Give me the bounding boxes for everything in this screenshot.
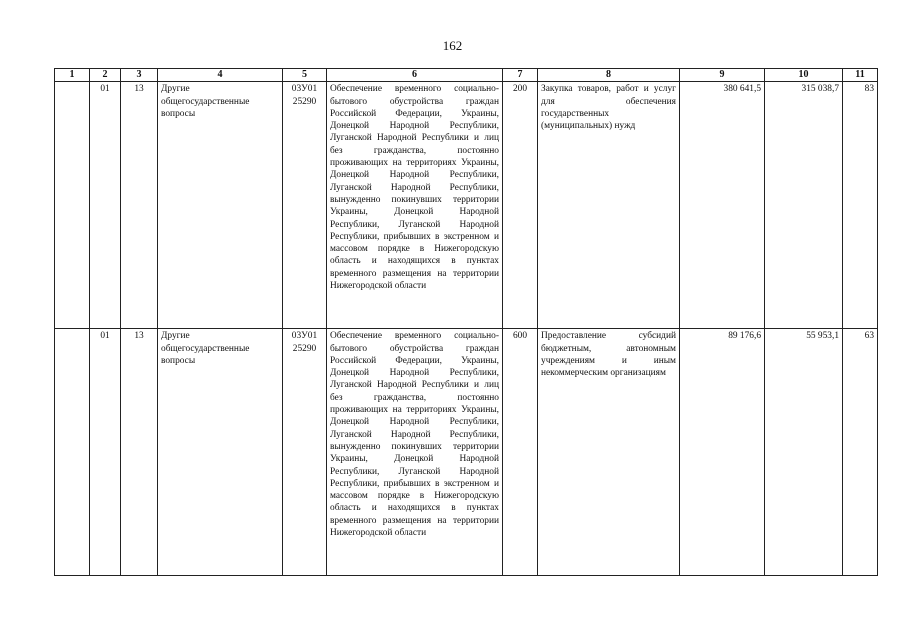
header-cell: 4 xyxy=(158,69,283,82)
header-cell: 1 xyxy=(55,69,90,82)
section-code: 01 xyxy=(90,82,121,329)
header-cell: 7 xyxy=(503,69,538,82)
header-cell: 9 xyxy=(680,69,765,82)
expense-type-code: 200 xyxy=(503,82,538,329)
amount-planned: 380 641,5 xyxy=(680,82,765,329)
header-cell: 6 xyxy=(327,69,503,82)
header-cell: 11 xyxy=(843,69,878,82)
amount-planned: 89 176,6 xyxy=(680,329,765,576)
execution-percent: 83 xyxy=(843,82,878,329)
expense-type-name: Закупка товаров, работ и услуг для обеспечения государственных (муниципальных) нужд xyxy=(538,82,680,329)
expense-type-name: Предоставление субсидий бюджетным, автономным учреждениям и иным некоммерческим организациям xyxy=(538,329,680,576)
header-cell: 10 xyxy=(765,69,843,82)
subsection-name: Другие общегосударственные вопросы xyxy=(158,329,283,576)
header-cell: 8 xyxy=(538,69,680,82)
table-row xyxy=(55,329,878,576)
amount-executed: 315 038,7 xyxy=(765,82,843,329)
table-row xyxy=(55,82,878,329)
target-article-code: 03У01 25290 xyxy=(283,82,327,329)
expense-type-code: 600 xyxy=(503,329,538,576)
target-article-name: Обеспечение временного социально-бытового обустройства граждан Российской Федерации, Украины, Донецкой Народной Республики, Луганской Народной Республики и лиц без гражданства, постоянно проживающих на территориях Украины, Донецкой Народной Республики, Луганской Народной Республики, вынужденно покинувших территории Украины, Донецкой Народной Республики, Луганской Народной Республики, прибывших в экстренном и массовом порядке в Нижегородскую область и находящихся в пунктах временного размещения на территории Нижегородской области xyxy=(327,82,503,329)
target-article-name: Обеспечение временного социально-бытового обустройства граждан Российской Федерации, Украины, Донецкой Народной Республики, Луганской Народной Республики и лиц без гражданства, постоянно проживающих на территориях Украины, Донецкой Народной Республики, Луганской Народной Республики, вынужденно покинувших территории Украины, Донецкой Народной Республики, Луганской Народной Республики, прибывших в экстренном и массовом порядке в Нижегородскую область и находящихся в пунктах временного размещения на территории Нижегородской области xyxy=(327,329,503,576)
header-cell: 3 xyxy=(121,69,158,82)
header-row xyxy=(55,69,878,82)
row-number-cell xyxy=(55,82,90,329)
budget-table xyxy=(54,68,878,576)
subsection-name: Другие общегосударственные вопросы xyxy=(158,82,283,329)
subsection-code: 13 xyxy=(121,329,158,576)
execution-percent: 63 xyxy=(843,329,878,576)
target-article-code: 03У01 25290 xyxy=(283,329,327,576)
subsection-code: 13 xyxy=(121,82,158,329)
header-cell: 5 xyxy=(283,69,327,82)
page-number: 162 xyxy=(442,38,463,53)
section-code: 01 xyxy=(90,329,121,576)
row-number-cell xyxy=(55,329,90,576)
header-cell: 2 xyxy=(90,69,121,82)
amount-executed: 55 953,1 xyxy=(765,329,843,576)
